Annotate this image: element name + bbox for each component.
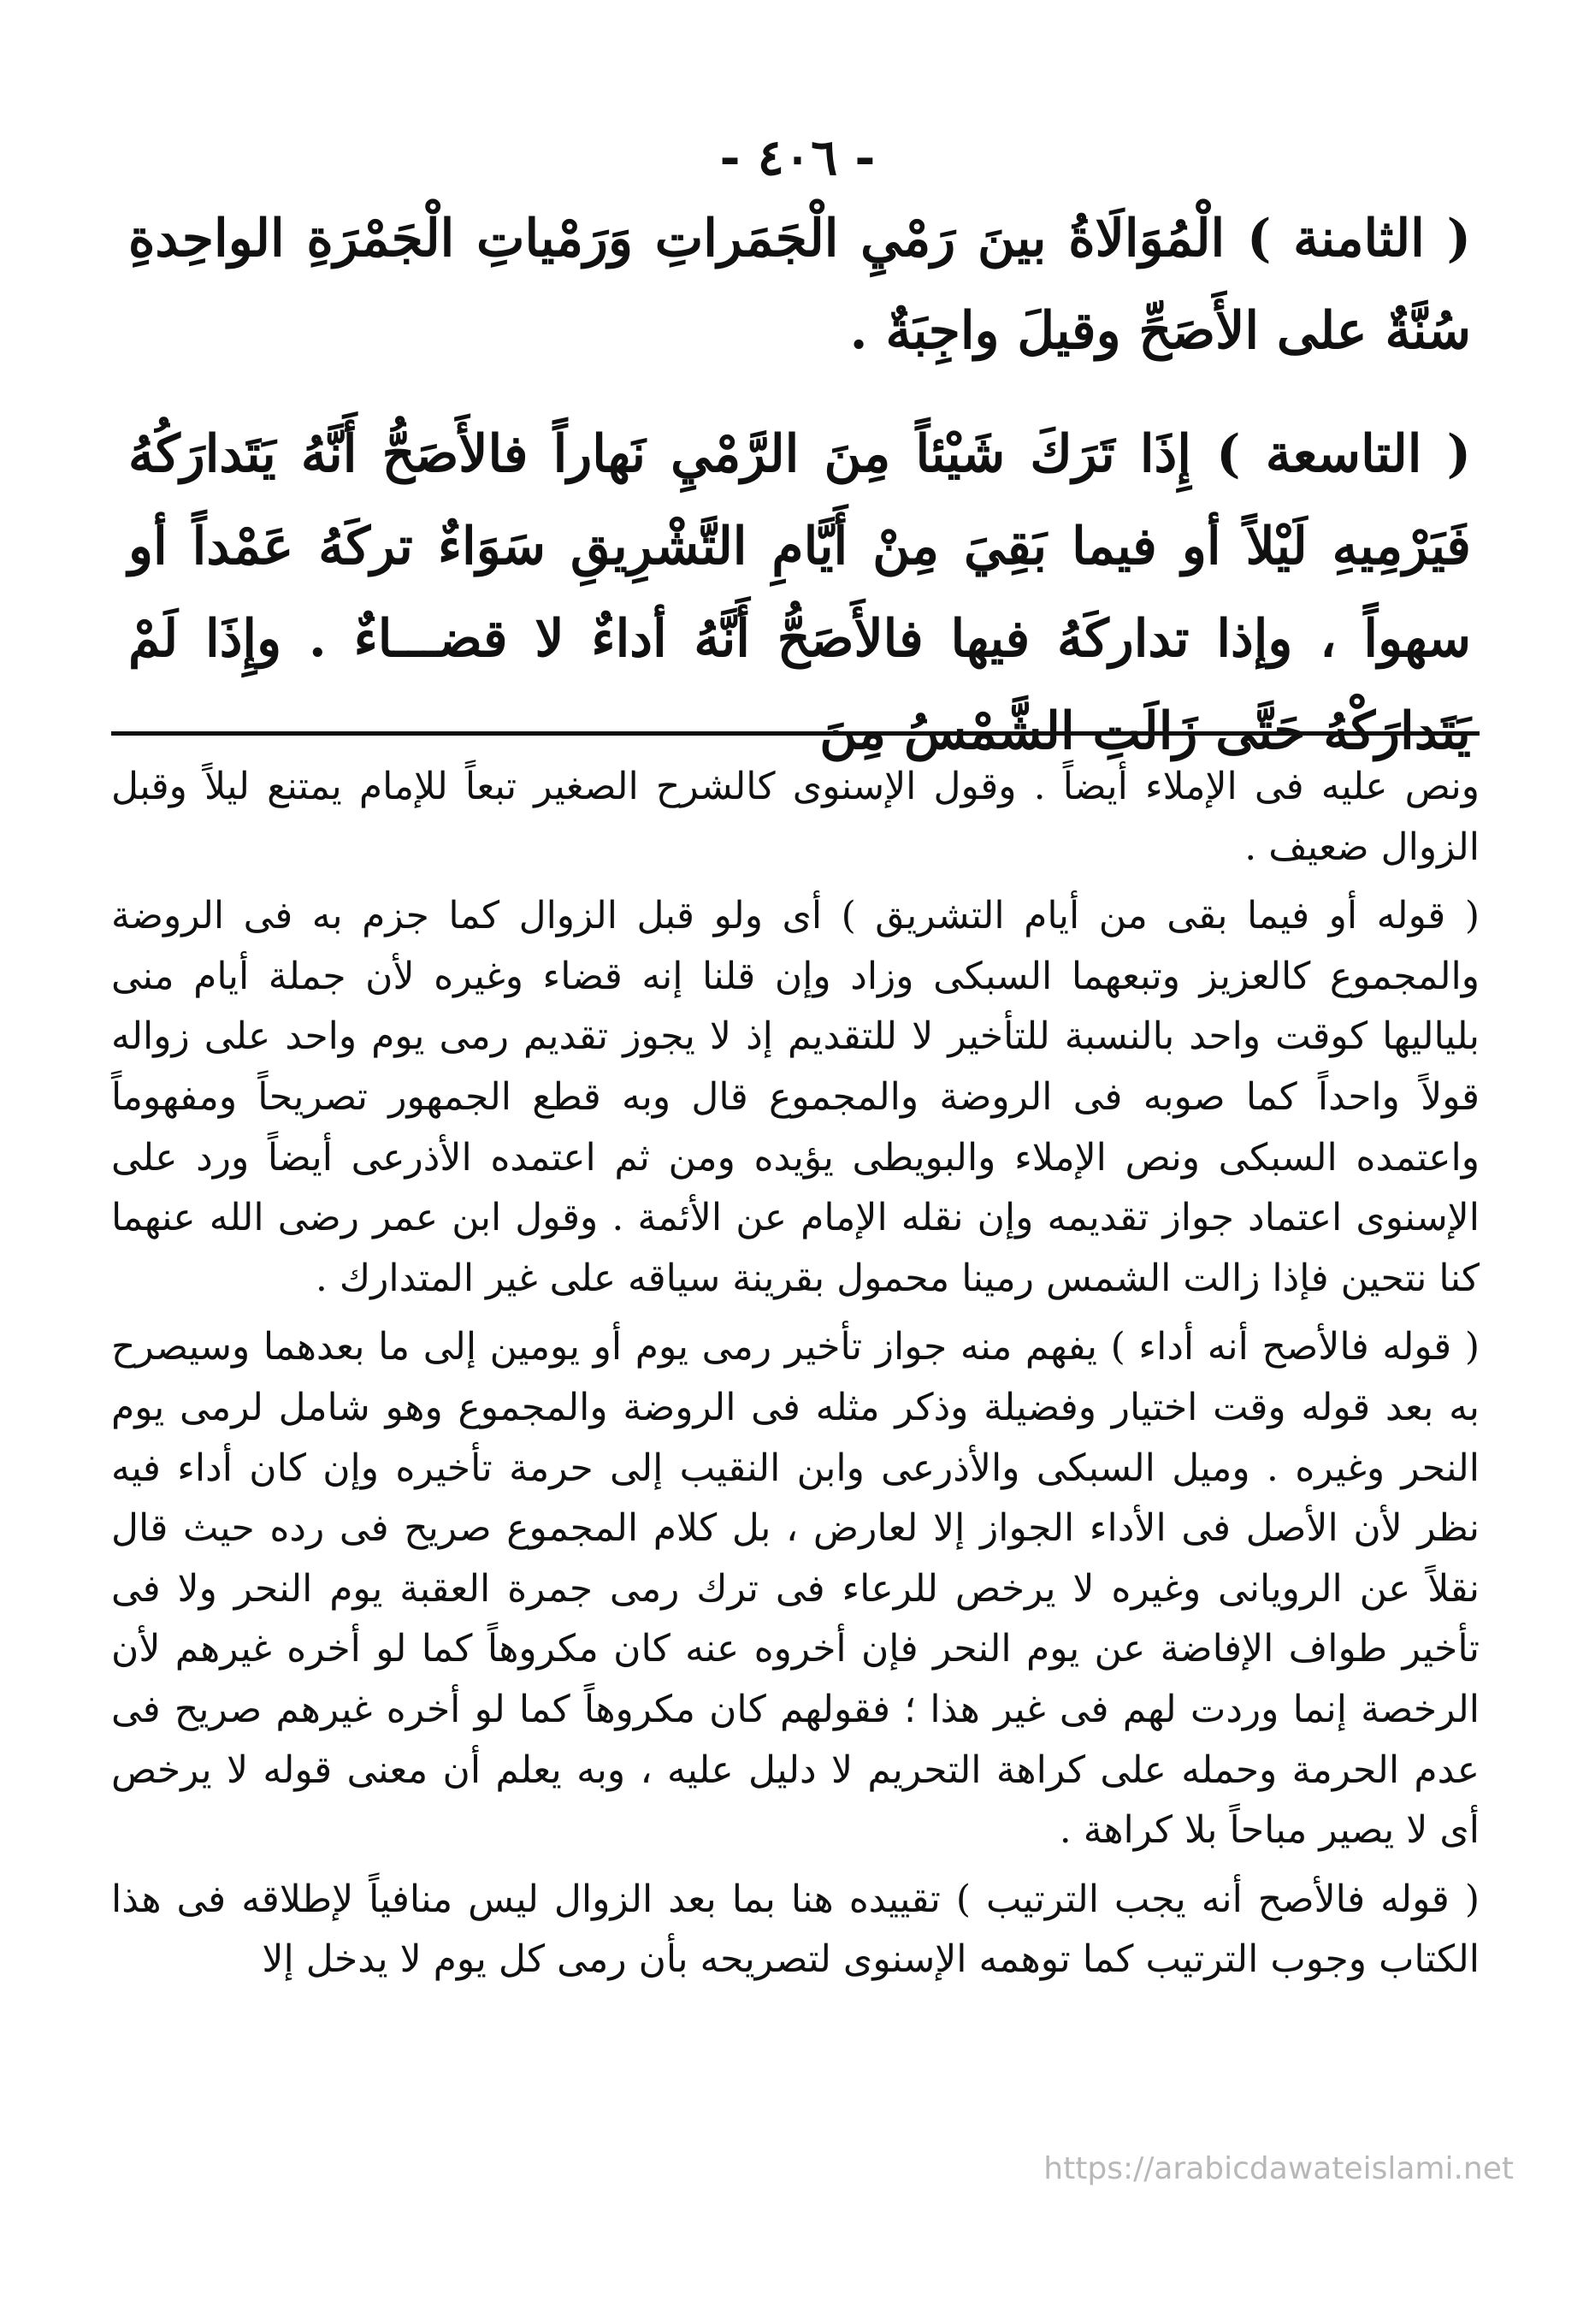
main-paragraph-ninth: ( التاسعة ) إِذَا تَرَكَ شَيْئاً مِنَ الرَّمْيِ نَهاراً فالأَصَحُّ أَنَّهُ يَتَدارَكُهُ فَيَرْمِيهِ لَيْلاً أو فيما بَقِيَ مِنْ أَيَّامِ التَّشْرِيقِ سَوَاءٌ تركَهُ عَمْداً أو سهواً ، وإذا تداركَهُ فيها فالأَصَحُّ أَنَّهُ أداءٌ لا قضـــاءٌ . وإِذَا لَمْ يَتَدارَكْهُ حَتَّى زَالَتِ الشَّمْسُ مِنَ [128,424,1471,761]
footnote-divider [111,731,1480,736]
main-text-block [128,192,1471,808]
page-number: - ٤٠٦ - [719,128,876,186]
main-paragraph-eighth: ( الثامنة ) الْمُوَالَاةُ بينَ رَمْيِ الْجَمَراتِ وَرَمْياتِ الْجَمْرَةِ الواحِدةِ سُنَّةٌ على الأَصَحِّ وقيلَ واجِبَةٌ . [128,209,1471,361]
commentary-paragraph: ( قوله فالأصح أنه أداء ) يفهم منه جواز تأخير رمى يوم أو يومين إلى ما بعدهما وسيصرح به بعد قوله وقت اختيار وفضيلة وذكر مثله فى الروضة والمجموع وهو شامل لرمى يوم النحر وغيره . وميل السبكى والأذرعى وابن النقيب إلى حرمة تأخيره وإن كان أداء فيه نظر لأن الأصل فى الأداء الجواز إلا لعارض ، بل كلام المجموع صريح فى رده حيث قال نقلاً عن الرويانى وغيره لا يرخص للرعاء فى ترك رمى جمرة العقبة يوم النحر ولا فى تأخير طواف الإفاضة عن يوم النحر فإن أخروه عنه كان مكروهاً كما لو أخره غيرهم لأن الرخصة إنما وردت لهم فى غير هذا ؛ فقولهم كان مكروهاً كما لو أخره غيرهم صريح فى عدم الحرمة وحمله على كراهة التحريم لا دليل عليه ، وبه يعلم أن معنى قوله لا يرخص أى لا يصير مباحاً بلا كراهة . [111,1325,1480,1853]
commentary-block [111,757,1480,1999]
commentary-paragraph: ونص عليه فى الإملاء أيضاً . وقول الإسنوى كالشرح الصغير تبعاً للإمام يمتنع ليلاً وقبل الزوال ضعيف . [111,765,1480,869]
website-watermark: https://arabicdawateislami.net [1043,2151,1514,2186]
commentary-paragraph: ( قوله أو فيما بقى من أيام التشريق ) أى ولو قبل الزوال كما جزم به فى الروضة والمجموع كالعزيز وتبعهما السبكى وزاد وإن قلنا إنه قضاء وغيره لأن جملة أيام منى بلياليها كوقت واحد بالنسبة للتأخير لا للتقديم إذ لا يجوز تقديم رمى يوم واحد على زواله قولاً واحداً كما صوبه فى الروضة والمجموع قال وبه قطع الجمهور تصريحاً ومفهوماً واعتمده السبكى ونص الإملاء والبويطى يؤيده ومن ثم اعتمده الأذرعى أيضاً ورد على الإسنوى اعتماد جواز تقديمه وإن نقله الإمام عن الأئمة . وقول ابن عمر رضى الله عنهما كنا نتحين فإذا زالت الشمس رمينا محمول بقرينة سياقه على غير المتدارك . [111,894,1480,1300]
commentary-paragraph: ( قوله فالأصح أنه يجب الترتيب ) تقييده هنا بما بعد الزوال ليس منافياً لإطلاقه فى هذا الكتاب وجوب الترتيب كما توهمه الإسنوى لتصريحه بأن رمى كل يوم لا يدخل إلا [111,1877,1480,1982]
